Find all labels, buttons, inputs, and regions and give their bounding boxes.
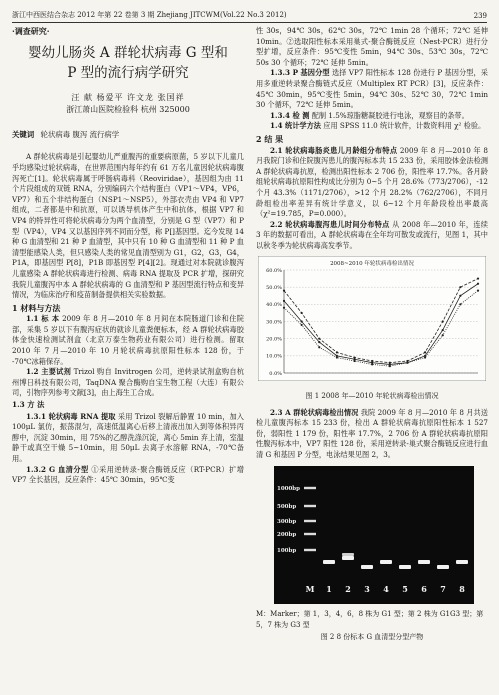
section-1-3-3-text: 选择 VP7 阳性标本 128 份进行 P 基因分型，采用多重逆转录聚合酶链式反应（Multiplex RT PCR）[3]，反应条件：45℃ 30min，95℃变性 5min，94℃ 30s、52℃ 30，72℃ 1min 30 个循环，72℃ 延伸 5min。 (256, 68, 488, 110)
page-number: 239 (473, 12, 487, 20)
figure-1-chart (258, 256, 486, 381)
section-1-3-4 (256, 111, 488, 122)
section-1-2-text: Trizol 购自 Invitrogen 公司，逆转录试剂盒购自杭州博日科技有限公司，TaqDNA 聚合酶购自宝生物工程（大连）有限公司，引物序列参考文献[3]，由上海生工合成。 (12, 367, 244, 398)
article-title (12, 43, 244, 83)
data-point (353, 360, 355, 362)
data-point (371, 360, 373, 362)
figure-2-caption: 图 2 8 份标本 G 血清型分型产物 (320, 633, 424, 642)
y-tick-label: 40.0% (266, 302, 282, 309)
ladder-label: 200bp (277, 531, 297, 538)
section-2-heading: 2 结 果 (256, 133, 284, 144)
data-point (459, 295, 461, 297)
section-2-3-label: 2.3 A 群轮状病毒检出情况 (270, 407, 359, 417)
figure-2-marker-note: M：Marker；第 1，3，4，6，8 株为 G1 型；第 2 株为 G1G3 型；第 5，7 株为 G3 型 (256, 610, 484, 629)
section-1-3-3 (256, 68, 488, 110)
data-point (283, 307, 285, 309)
section-1-3-2 (12, 465, 244, 486)
y-tick-label: 0.0% (269, 371, 282, 378)
section-1-4-label: 1.4 统计学方法 (270, 121, 321, 131)
section-2-1-label: 2.1 轮状病毒肠炎患儿月龄组分布特点 (270, 145, 398, 155)
keywords (12, 130, 244, 141)
data-point (424, 357, 426, 359)
sample-band (380, 560, 392, 564)
section-2-2 (256, 220, 488, 252)
section-1-3-heading: 1.3 方 法 (12, 400, 45, 410)
section-2-1 (256, 146, 488, 220)
data-point (406, 362, 408, 364)
figure-2-gel (274, 466, 474, 604)
data-point (442, 329, 444, 331)
section-1-3-2-text: ①采用逆转录-聚合酶链反应（RT-PCR）扩增 VP7 全长基因，反应条件：45℃ 30min，95℃变 (12, 464, 244, 485)
data-point (477, 278, 479, 280)
data-point (389, 366, 391, 368)
lane-label: 4 (383, 583, 389, 594)
data-point (336, 352, 338, 354)
left-column (12, 26, 244, 486)
data-point (353, 357, 355, 359)
section-1-1-text: 2009 年 8 月—2010 年 8 月间在本院肠道门诊和住院部，采集 5 岁以下有腹泻症状的就诊儿童粪便标本，经 A 群轮状病毒胶体金快速检测试剂盒（北京万泰生物药业有限公司）进行检测。留取 2010 年 7 月—2010 年 10 月轮状病毒抗原阳性标本 128 份，于 -70℃冰箱保存。 (12, 314, 244, 366)
lane-label: 7 (440, 583, 446, 594)
y-tick-label: 20.0% (266, 336, 282, 343)
chart-title: 2008~2010 年轮状病毒检出情况 (330, 261, 414, 268)
section-1-2 (12, 367, 244, 399)
keywords-label: 关键词 (12, 129, 35, 139)
continued-paragraph: 性 30s，94℃ 30s，62℃ 30s，72℃ 1min 28 个循环；72℃ 延伸 10min。②选取阳性标本采用巢式-聚合酶链反应（Nest-PCR）进行分型扩增，反应条件：95℃变性 5min，94℃ 30s、53℃ 30s，72℃ 50s 30 个循环；72℃ 延伸 5min。 (256, 26, 488, 67)
lane-label: 6 (421, 583, 427, 594)
section-1-3-2-label: 1.3.2 G 血清分型 (26, 464, 89, 474)
data-point (459, 287, 461, 289)
section-2-3 (256, 408, 488, 461)
data-point (477, 283, 479, 285)
authors: 汪 献 杨爱平 许文龙 张国祥 (71, 92, 185, 102)
data-point (301, 321, 303, 323)
y-tick-label: 50.0% (266, 285, 282, 292)
section-1-heading: 1 材料与方法 (12, 302, 61, 313)
sample-band (418, 560, 430, 564)
section-1-3-4-label: 1.3.4 检 测 (270, 110, 310, 120)
ladder-label: 1000bp (277, 485, 300, 492)
section-1-3-1 (12, 412, 244, 465)
data-point (442, 321, 444, 323)
affiliation: 浙江萧山医院检验科 杭州 325000 (66, 105, 190, 115)
data-point (389, 362, 391, 364)
data-point (283, 290, 285, 292)
section-2-2-label: 2.2 轮状病毒腹泻患儿时间分布特点 (270, 219, 390, 229)
section-1-3-1-text: 采用 Trizol 裂解后静置 10 min，加入 100μL 氯仿，振荡混匀，高速低温离心后移上清液出加入到等体积异丙醇中，沉淀 30min，用 75%的乙醇洗涤沉淀，离心 5min 弃上清，室温静干或真空干燥 5~10min，用 50μL 去离子水溶解 RNA，-70℃备用。 (12, 411, 244, 463)
section-2-2-text: 从 2008 年—2010 年，连续 3 年的数据可看出，A 群轮状病毒在全年均可散发或流行，见图 1，其中以秋冬季为轮状病毒高发季节。 (256, 219, 488, 250)
data-point (318, 338, 320, 340)
data-point (424, 352, 426, 354)
section-1-1 (12, 314, 244, 367)
section-1-3-4-text: 配制 1.5%琼脂糖凝胶进行电泳，观察目的条带。 (311, 110, 469, 120)
ladder-label: 300bp (277, 518, 297, 525)
section-1-1-label: 1.1 标 本 (26, 314, 60, 324)
data-point (371, 364, 373, 366)
lane-label: M (305, 583, 315, 594)
intro-paragraph: A 群轮状病毒是引起婴幼儿严重腹泻的重要病原菌，5 岁以下儿童几乎均感染过轮状病毒，在世界范围内每年约有 61 万名儿童因轮状病毒腹泻死亡[1]。轮状病毒属于呼肠病毒科（Reoviridae），基因组为由 11 个片段组成的双链 RNA，分别编码六个结构蛋白（VP1～VP4，VP6，VP7）和五个非结构蛋白（NSP1～NSP5），外部衣壳由 VP4 和 VP7 组成，二者都是中和抗原，可以诱导机体产生中和抗体，根据 VP7 和 VP4 的特异性可将轮状病毒分为两个血清型，分别是 G 型（VP7）和 P 型（VP4），VP4 又以基因序列不同而分型，称 P[]基因型。迄今发现 14 种 G 血清型和 21 种 P 血清型，其中只有 10 种 G 血清型和 11 种 P 血清型能感染人类，但只感染人类的常见血清型别为 G1，G2，G3，G4，P1A，即基因型 P[8]，P1B 即基因型 P[4][2]。现通过对本院就诊腹泻儿童感染 A 群轮状病毒进行检测、病毒 RNA 提取及 PCR 扩增，探研究我院儿童腹泻中本 A 群轮状病毒的 G 血清型和 P 基因型流行特点和变异情况，为临床治疗和疫苗制备提供相关实验数据。 (12, 152, 244, 300)
ladder-band (304, 519, 316, 521)
lane-label: 2 (345, 583, 351, 594)
section-1-3-1-label: 1.3.1 轮状病毒 RNA 提取 (26, 411, 116, 421)
keywords-text: 轮状病毒 腹泻 流行病学 (40, 129, 120, 139)
section-2-3-text: 我院 2009 年 8 月—2010 年 8 月共送检儿童腹泻标本 15 233 份，检出 A 群轮状病毒抗原阳性标本 1 527 份，弱阳性 1 179 份，阳性率 17.7%，2 706 份 A 群轮状病毒抗原阳性腹泻标本中，VP7 阳性 128 份，采用逆转录-巢式聚合酶链反应进行血清 G 和基因 P 分型，电泳结果见图 2，3。 (256, 407, 488, 460)
data-point (459, 304, 461, 306)
ladder-band (304, 504, 316, 506)
y-tick-label: 60.0% (266, 268, 282, 275)
data-point (336, 357, 338, 359)
sample-band (361, 565, 373, 569)
lane-label: 8 (459, 583, 465, 594)
right-column (256, 26, 488, 649)
data-point (318, 341, 320, 343)
lane-label: 1 (326, 583, 332, 594)
ladder-band (304, 532, 316, 534)
data-point (301, 312, 303, 314)
sample-band (342, 556, 354, 560)
data-point (283, 300, 285, 302)
ladder-band (304, 486, 316, 488)
sample-band (323, 560, 335, 564)
data-point (442, 335, 444, 337)
data-point (477, 290, 479, 292)
title-line-2: P 型的流行病学研究 (67, 64, 189, 81)
column-tag: ·调查研究· (12, 26, 50, 36)
y-tick-label: 10.0% (266, 354, 282, 361)
journal-header: 浙江中西医结合杂志 2012 年第 22 卷第 3 期 Zhejiang JITCWM(Vol.22 No.3 2012) (12, 11, 287, 19)
sample-band (399, 565, 411, 569)
ladder-band (304, 548, 316, 550)
section-1-2-label: 1.2 主要试剂 (26, 367, 72, 377)
section-2-1-text: 2009 年 8 月—2010 年 8 月我院门诊和住院腹泻患儿的腹泻标本共 15 233 份，采用胶体金法检测 A 群轮状病毒抗原，检测出阳性标本 2 706 份，阳性率 17.7%。各月龄组轮状病毒抗原阳性构成比分别为 0~5 个月 28.6%（773/2706），-12 个月 43.3%（1171/2706），>12 个月 28.2%（762/2706），不同月龄组检出率差异有统计学意义，以 6~12 个月年龄段检出率最高（χ²=19.785，P=0.000）。 (256, 145, 488, 219)
sample-band (456, 560, 468, 564)
data-point (301, 324, 303, 326)
section-1-3-3-label: 1.3.3 P 基因分型 (270, 68, 330, 78)
section-1-4 (256, 121, 488, 132)
lane-label: 3 (364, 583, 370, 594)
figure-1-caption: 图 1 2008 年—2010 年轮状病毒检出情况 (305, 392, 439, 401)
ladder-label: 100bp (277, 547, 297, 554)
ladder-label: 500bp (277, 503, 297, 510)
sample-band (437, 565, 449, 569)
running-header (12, 6, 487, 23)
title-line-1: 婴幼儿肠炎 A 群轮状病毒 G 型和 (28, 44, 228, 61)
lane-label: 5 (402, 583, 408, 594)
sample-band (342, 553, 354, 556)
data-point (318, 347, 320, 349)
section-1-4-text: 应用 SPSS 11.0 统计软件，计数资料用 χ² 检验。 (323, 121, 486, 131)
y-tick-label: 30.0% (266, 319, 282, 326)
